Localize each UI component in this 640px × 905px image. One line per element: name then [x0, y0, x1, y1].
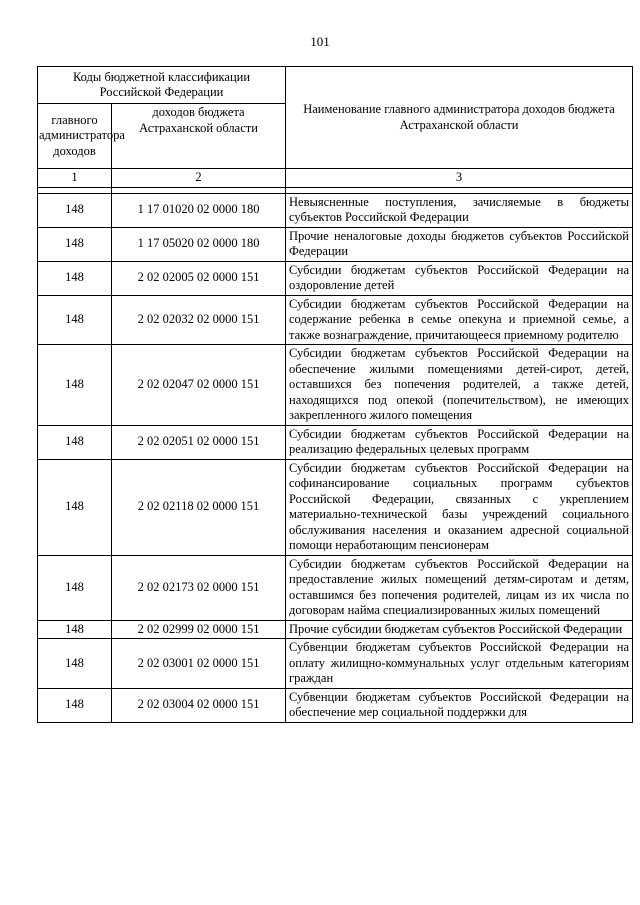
name-cell: Субсидии бюджетам субъектов Российской Федерации на содержание ребенка в семье опекуна и приемной семье, а также вознаграждение, причитающееся приемному родителю: [286, 295, 633, 345]
header-row-group: [38, 67, 633, 104]
table-row: [38, 620, 633, 639]
table-row: [38, 425, 633, 459]
name-cell: Прочие неналоговые доходы бюджетов субъектов Российской Федерации: [286, 227, 633, 261]
admin-code-cell: 148: [38, 688, 112, 722]
table-row: [38, 459, 633, 555]
table-row: [38, 295, 633, 345]
name-cell: Невыясненные поступления, зачисляемые в бюджеты субъектов Российской Федерации: [286, 193, 633, 227]
admin-code-cell: 148: [38, 639, 112, 689]
admin-code-cell: 148: [38, 459, 112, 555]
income-code-cell: 2 02 02173 02 0000 151: [112, 555, 286, 620]
name-cell: Субсидии бюджетам субъектов Российской Федерации на оздоровление детей: [286, 261, 633, 295]
table-row: [38, 261, 633, 295]
name-cell: Субсидии бюджетам субъектов Российской Федерации на софинансирование социальных программ субъектов Российской Федерации, связанных с укреплением материально-технической базы учреждений социального обслуживания населения и оказанием адресной социальной помощи неработающим пенсионерам: [286, 459, 633, 555]
table-row: [38, 555, 633, 620]
income-code-cell: 1 17 01020 02 0000 180: [112, 193, 286, 227]
admin-code-cell: 148: [38, 555, 112, 620]
name-cell: Прочие субсидии бюджетам субъектов Российской Федерации: [286, 620, 633, 639]
header-num2: 2: [112, 169, 286, 188]
table-row: [38, 227, 633, 261]
table-row: [38, 639, 633, 689]
table-row: [38, 193, 633, 227]
admin-code-cell: 148: [38, 345, 112, 426]
admin-code-cell: 148: [38, 620, 112, 639]
admin-code-cell: 148: [38, 227, 112, 261]
header-num1: 1: [38, 169, 112, 188]
table-row: [38, 688, 633, 722]
income-code-cell: 1 17 05020 02 0000 180: [112, 227, 286, 261]
income-code-cell: 2 02 02999 02 0000 151: [112, 620, 286, 639]
budget-codes-table: [37, 66, 633, 723]
header-col2: доходов бюджета Астраханской области: [112, 104, 286, 169]
header-row-numbers: [38, 169, 633, 188]
header-num3: 3: [286, 169, 633, 188]
name-cell: Субсидии бюджетам субъектов Российской Федерации на реализацию федеральных целевых программ: [286, 425, 633, 459]
table-body: [38, 193, 633, 722]
header-col3: Наименование главного администратора доходов бюджета Астраханской области: [286, 67, 633, 169]
income-code-cell: 2 02 02047 02 0000 151: [112, 345, 286, 426]
header-codes-group: Коды бюджетной классификации Российской Федерации: [38, 67, 286, 104]
header-col1: главного администратора доходов: [38, 104, 112, 169]
name-cell: Субсидии бюджетам субъектов Российской Федерации на предоставление жилых помещений детям-сиротам и детям, оставшимся без попечения родителей, лицам из их числа по договорам найма специализированных жилых помещений: [286, 555, 633, 620]
name-cell: Субвенции бюджетам субъектов Российской Федерации на обеспечение мер социальной поддержки для: [286, 688, 633, 722]
admin-code-cell: 148: [38, 261, 112, 295]
name-cell: Субвенции бюджетам субъектов Российской Федерации на оплату жилищно-коммунальных услуг отдельным категориям граждан: [286, 639, 633, 689]
income-code-cell: 2 02 02005 02 0000 151: [112, 261, 286, 295]
income-code-cell: 2 02 02032 02 0000 151: [112, 295, 286, 345]
admin-code-cell: 148: [38, 425, 112, 459]
income-code-cell: 2 02 02051 02 0000 151: [112, 425, 286, 459]
page-number: 101: [310, 34, 330, 49]
admin-code-cell: 148: [38, 295, 112, 345]
table-row: [38, 345, 633, 426]
income-code-cell: 2 02 02118 02 0000 151: [112, 459, 286, 555]
income-code-cell: 2 02 03004 02 0000 151: [112, 688, 286, 722]
name-cell: Субсидии бюджетам субъектов Российской Федерации на обеспечение жилыми помещениями детей-сирот, детей, оставшихся без попечения родителей, а также детей, находящихся под опекой (попечительством), не имеющих закрепленного жилого помещения: [286, 345, 633, 426]
income-code-cell: 2 02 03001 02 0000 151: [112, 639, 286, 689]
admin-code-cell: 148: [38, 193, 112, 227]
